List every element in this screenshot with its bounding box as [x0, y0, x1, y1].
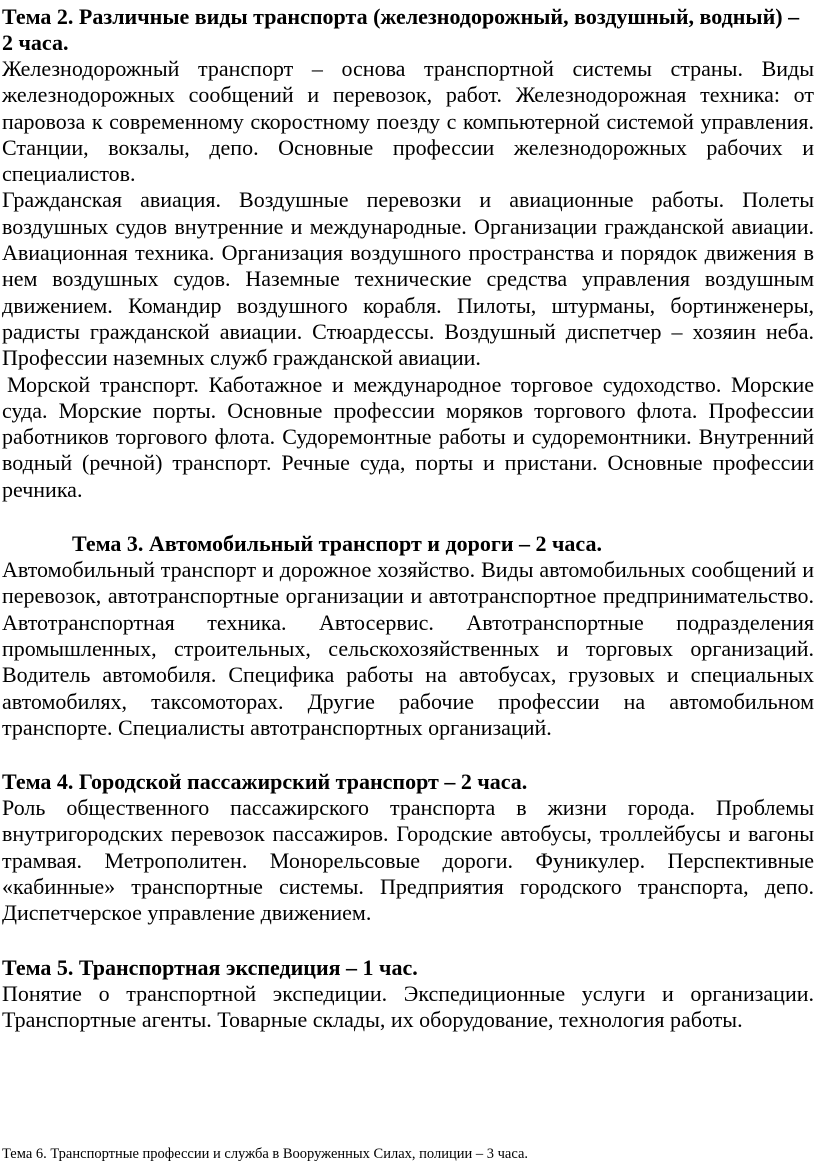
paragraph: Роль общественного пассажирского транспорта в жизни города. Проблемы внутригородских перевозок пассажиров. Городские автобусы, троллейбусы и вагоны трамвая. Метрополитен. Монорельсовые дороги. Фуникулер. Перспективные «кабинные» транспортные системы. Предприятия городского транспорта, депо. Диспетчерское управление движением.: [2, 795, 814, 926]
document-page: [2, 0, 814, 1033]
footer-topic-6: Тема 6. Транспортные профессии и служба в Вооруженных Силах, полиции – 3 часа.: [2, 1146, 529, 1162]
spacer: [2, 503, 814, 531]
section-topic-5: [2, 955, 814, 1034]
section-heading: Тема 3. Автомобильный транспорт и дороги – 2 часа.: [72, 531, 602, 557]
section-topic-4: [2, 769, 814, 926]
section-topic-3: [2, 531, 814, 741]
spacer: [2, 927, 814, 955]
paragraph: Автомобильный транспорт и дорожное хозяйство. Виды автомобильных сообщений и перевозок, автотранспортные организации и автотранспортное предпринимательство. Автотранспортная техника. Автосервис. Автотранспортные подразделения промышленных, строительных, сельскохозяйственных и торговых организаций. Водитель автомобиля. Специфика работы на автобусах, грузовых и специальных автомобилях, таксомоторах. Другие рабочие профессии на автомобильном транспорте. Специалисты автотранспортных организаций.: [2, 557, 814, 740]
paragraph: Морской транспорт. Каботажное и международное торговое судоходство. Морские суда. Морские порты. Основные профессии моряков торгового флота. Профессии работников торгового флота. Судоремонтные работы и судоремонтники. Внутренний водный (речной) транспорт. Речные суда, порты и пристани. Основные профессии речника.: [2, 371, 814, 502]
paragraph: Гражданская авиация. Воздушные перевозки и авиационные работы. Полеты воздушных судов внутренние и международные. Организации гражданской авиации. Авиационная техника. Организация воздушного пространства и порядок движения в нем воздушных судов. Наземные технические средства управления воздушным движением. Командир воздушного корабля. Пилоты, штурманы, бортинженеры, радисты гражданской авиации. Стюардессы. Воздушный диспетчер – хозяин неба. Профессии наземных служб гражданской авиации.: [2, 187, 814, 371]
paragraph: Железнодорожный транспорт – основа транспортной системы страны. Виды железнодорожных сообщений и перевозок, работ. Железнодорожная техника: от паровоза к современному скоростному поезду с компьютерной системой управления. Станции, вокзалы, депо. Основные профессии железнодорожных рабочих и специалистов.: [2, 56, 814, 187]
section-topic-2: [2, 4, 814, 503]
section-heading: Тема 2. Различные виды транспорта (железнодорожный, воздушный, водный) – 2 часа.: [2, 4, 800, 55]
spacer: [2, 741, 814, 769]
section-heading: Тема 4. Городской пассажирский транспорт – 2 часа.: [2, 769, 528, 795]
paragraph: Понятие о транспортной экспедиции. Экспедиционные услуги и организации. Транспортные агенты. Товарные склады, их оборудование, технология работы.: [2, 980, 814, 1032]
section-heading: Тема 5. Транспортная экспедиция – 1 час.: [2, 954, 418, 980]
